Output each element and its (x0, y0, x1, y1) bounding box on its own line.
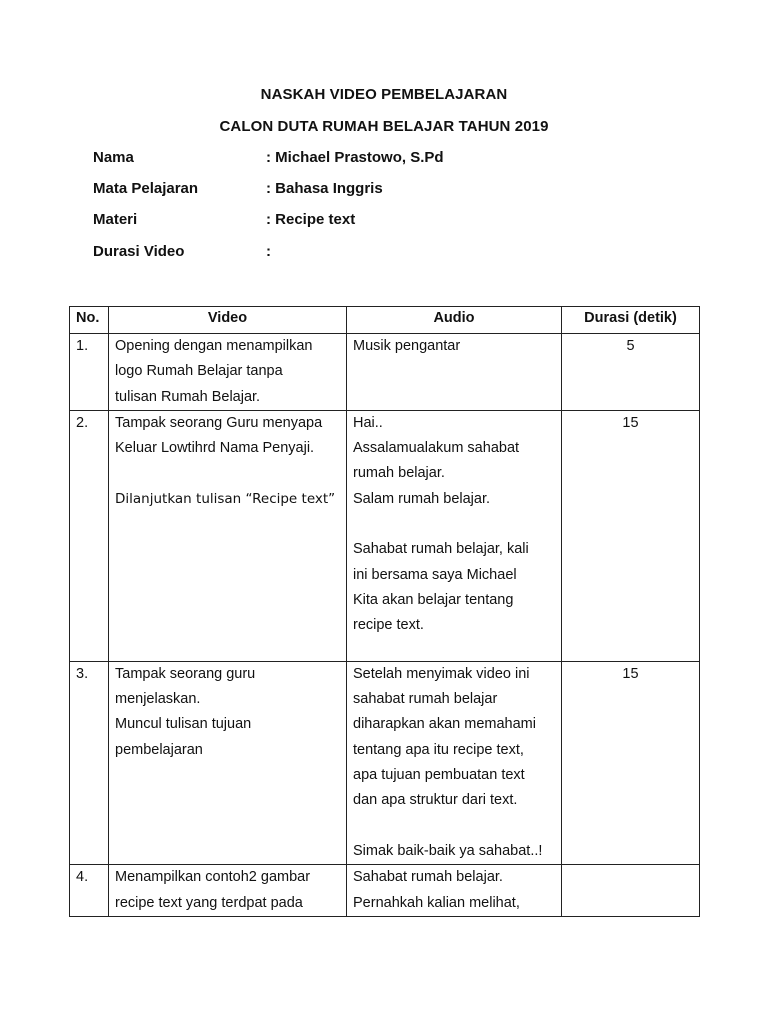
audio-line: rumah belajar. (353, 465, 445, 482)
meta-label: Materi (93, 211, 138, 228)
cell-no: 4. (70, 865, 109, 917)
line-gap (353, 512, 555, 537)
cell-durasi: 5 (562, 334, 700, 411)
video-line: Opening dengan menampilkan (115, 338, 313, 354)
cell-video (109, 410, 347, 661)
meta-row-nama (93, 149, 693, 171)
audio-line: recipe text. (353, 617, 424, 634)
cell-durasi: 15 (562, 661, 700, 864)
table-row (70, 334, 700, 411)
video-line: menjelaskan. (115, 691, 201, 708)
meta-label: Durasi Video (93, 243, 185, 260)
video-line: Keluar Lowtihrd Nama Penyaji. (115, 440, 315, 457)
audio-line: tentang apa itu recipe text, (353, 741, 524, 758)
meta-label: Mata Pelajaran (93, 180, 199, 197)
cell-no: 2. (70, 410, 109, 661)
audio-line: Salam rumah belajar. (353, 490, 491, 507)
meta-value: : Bahasa Inggris (266, 180, 383, 197)
meta-row-mata-pelajaran (93, 180, 693, 202)
meta-value: : Michael Prastowo, S.Pd (266, 149, 444, 166)
table-row (70, 865, 700, 917)
header-video: Video (109, 307, 347, 334)
document-subtitle: CALON DUTA RUMAH BELAJAR TAHUN 2019 (219, 118, 549, 135)
cell-video (109, 334, 347, 411)
video-line: tulisan Rumah Belajar. (115, 388, 261, 405)
audio-line: Musik pengantar (353, 338, 461, 354)
cell-audio (347, 334, 562, 411)
video-line: Tampak seorang Guru menyapa (115, 414, 323, 431)
cell-audio (347, 865, 562, 917)
audio-line: Hai.. (353, 414, 383, 431)
cell-audio (347, 661, 562, 864)
audio-line: Sahabat rumah belajar, kali (353, 541, 529, 558)
header-no: No. (70, 307, 109, 334)
cell-durasi (562, 865, 700, 917)
script-table (69, 306, 700, 917)
cell-video (109, 661, 347, 864)
table-header-row (70, 307, 700, 334)
meta-label: Nama (93, 149, 134, 166)
line-gap (353, 814, 555, 839)
table-row (70, 410, 700, 661)
cell-no: 1. (70, 334, 109, 411)
header-audio: Audio (347, 307, 562, 334)
audio-line: Setelah menyimak video ini (353, 665, 530, 682)
video-line: Tampak seorang guru (115, 665, 256, 682)
document-title: NASKAH VIDEO PEMBELAJARAN (260, 86, 508, 103)
meta-row-materi (93, 211, 693, 233)
audio-line: sahabat rumah belajar (353, 691, 498, 708)
video-line: Dilanjutkan tulisan “Recipe text” (115, 490, 336, 507)
audio-line: ini bersama saya Michael (353, 566, 517, 583)
cell-no: 3. (70, 661, 109, 864)
audio-line: Simak baik-baik ya sahabat..! (353, 842, 543, 859)
meta-row-durasi-video (93, 243, 693, 265)
video-line: logo Rumah Belajar tanpa (115, 363, 283, 380)
audio-line: Pernahkah kalian melihat, (353, 894, 520, 911)
audio-line: apa tujuan pembuatan text (353, 767, 525, 784)
video-line: pembelajaran (115, 741, 203, 758)
meta-value: : (266, 243, 271, 260)
audio-line: Sahabat rumah belajar. (353, 869, 503, 886)
audio-line: Kita akan belajar tentang (353, 591, 514, 608)
table-row (70, 661, 700, 864)
meta-value: : Recipe text (266, 211, 356, 228)
cell-video (109, 865, 347, 917)
line-gap (115, 461, 340, 486)
cell-durasi: 15 (562, 410, 700, 661)
audio-line: dan apa struktur dari text. (353, 792, 518, 809)
header-durasi: Durasi (detik) (562, 307, 700, 334)
audio-line: diharapkan akan memahami (353, 716, 536, 733)
video-line: Menampilkan contoh2 gambar (115, 869, 311, 886)
video-line: Muncul tulisan tujuan (115, 716, 252, 733)
video-line: recipe text yang terdpat pada (115, 894, 303, 911)
cell-audio (347, 410, 562, 661)
audio-line: Assalamualakum sahabat (353, 440, 520, 457)
